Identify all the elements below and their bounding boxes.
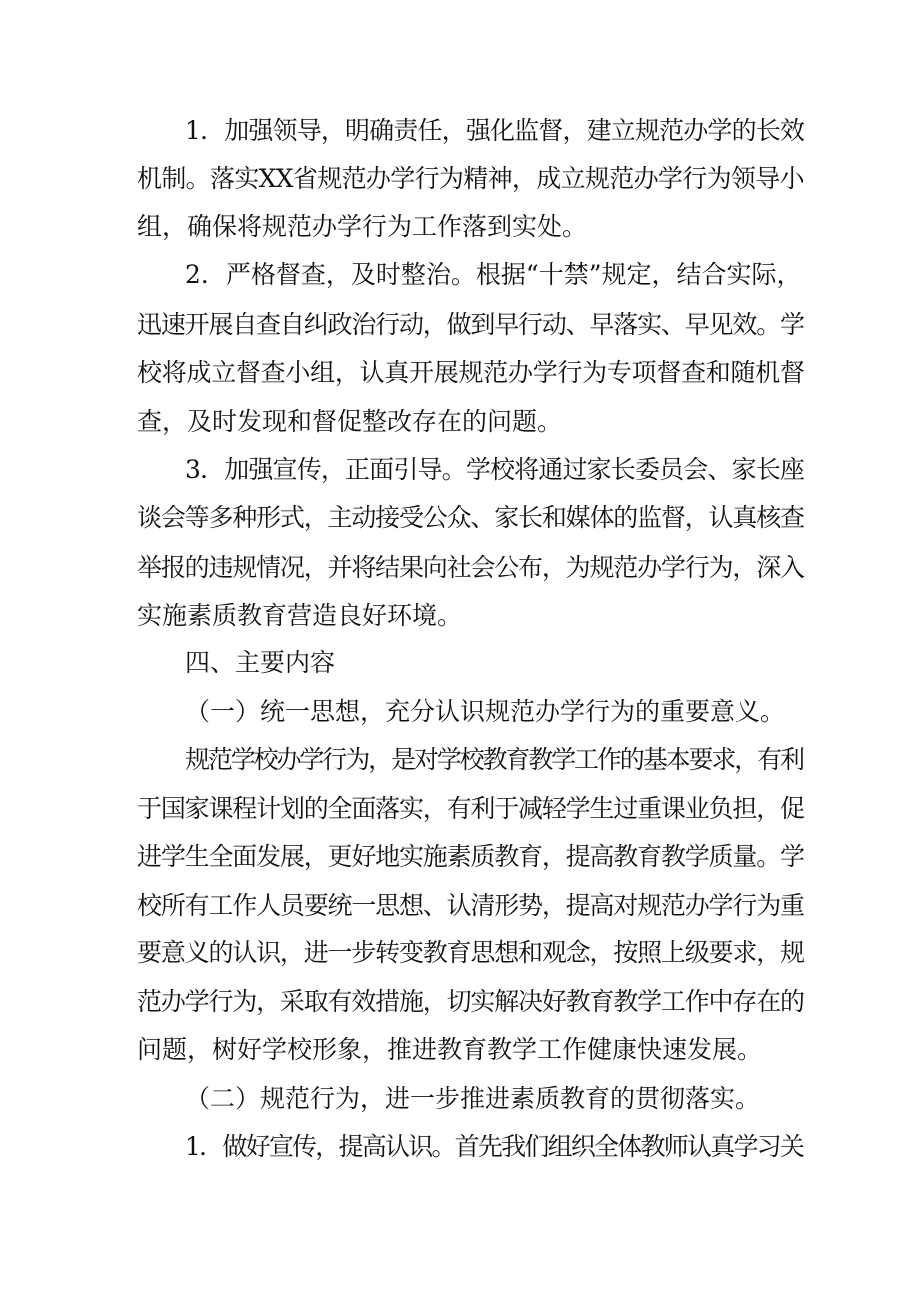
subsection-heading-2: （二）规范行为，进一步推进素质教育的贯彻落实。	[185, 1084, 761, 1113]
text-line-19: 1．做好宣传，提高认识。首先我们组织全体教师认真学习关	[185, 1132, 804, 1161]
text-line-18: 问题，树好学校形象，推进教育教学工作健康快速发展。	[137, 1035, 763, 1064]
text-line-13: 于国家课程计划的全面落实，有利于减轻学生过重课业负担，促	[137, 794, 804, 823]
text-line-2: 机制。落实XX省规范办学行为精神，成立规范办学行为领导小	[137, 164, 804, 193]
subsection-heading-1: （一）统一思想，充分认识规范办学行为的重要意义。	[185, 697, 786, 726]
text-line-16: 要意义的认识，进一步转变教育思想和观念，按照上级要求，规	[137, 938, 804, 967]
text-line-5: 迅速开展自查自纠政治行动，做到早行动、早落实、早见效。学	[137, 310, 804, 339]
text-line-8: 3．加强宣传，正面引导。学校将通过家长委员会、家长座	[185, 455, 805, 484]
text-line-11: 实施素质教育营造良好环境。	[137, 601, 463, 630]
text-line-15: 校所有工作人员要统一思想、认清形势，提高对规范办学行为重	[137, 891, 804, 920]
text-line-7: 查，及时发现和督促整改存在的问题。	[137, 407, 563, 436]
text-line-1: 1．加强领导，明确责任，强化监督，建立规范办学的长效	[185, 116, 805, 145]
text-line-6: 校将成立督查小组，认真开展规范办学行为专项督查和随机督	[137, 358, 805, 387]
text-line-9: 谈会等多种形式，主动接受公众、家长和媒体的监督，认真核查	[137, 503, 804, 532]
text-line-4: 2．严格督查，及时整治。根据“十禁”规定，结合实际，	[185, 260, 802, 289]
text-line-3: 组，确保将规范办学行为工作落到实处。	[137, 212, 588, 241]
section-heading-4: 四、主要内容	[185, 648, 336, 677]
text-line-10: 举报的违规情况，并将结果向社会公布，为规范办学行为，深入	[137, 553, 804, 582]
text-line-12: 规范学校办学行为，是对学校教育教学工作的基本要求，有利	[185, 745, 803, 774]
text-line-17: 范办学行为，采取有效措施，切实解决好教育教学工作中存在的	[137, 987, 804, 1016]
text-line-14: 进学生全面发展，更好地实施素质教育，提高教育教学质量。学	[137, 842, 804, 871]
